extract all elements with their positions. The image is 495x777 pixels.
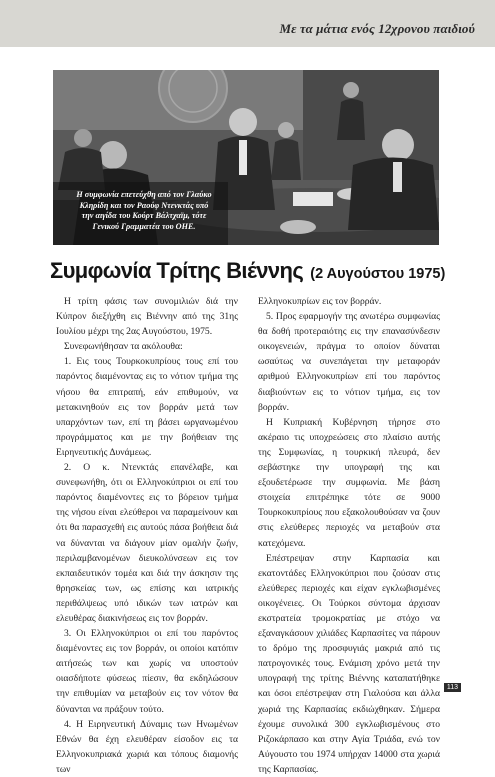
paragraph: 3. Οι Ελληνοκύπριοι οι επί του παρόντος διαμένοντες εις τον βορράν, οι οποίοι κατόπιν αιτήσεώς των και χωρίς να υποστούν οιασδήποτε φύσεως πίεσιν, θα εκδηλώσουν την επιθυμίαν να μεταβούν εις τον νότον θα δύνανται να πράξουν τούτο.: [56, 628, 238, 715]
article-title: Συμφωνία Τρίτης Βιέννης: [50, 258, 304, 283]
article-heading: [50, 258, 450, 284]
paragraph: 5. Προς εφαρμογήν της ανωτέρω συμφωνίας θα δοθή προτεραιότης εις την επανασύνδεσιν οικογενειών, πράγμα το οποίον δύναται ωσαύτως να συνεπάγεται την μεταφοράν αριθμού Ελληνοκυπρίων επί του παρόντος διαβιούντων εις το νότιον τμήμα, εις τον βορράν.: [258, 311, 440, 413]
article-date: (2 Αυγούστου 1975): [310, 266, 446, 282]
paragraph: Επέστρεψαν στην Καρπασία και εκατοντάδες Ελληνοκύπριοι που ζούσαν στις ελεύθερες περιοχές και είχαν εγκλωβισμένες οικογένειες. Οι Τούρκοι σύντομα άρχισαν εκστρατεία τρομοκρατίας με στόχο να εξαναγκάσουν χιλιάδες Καρπασίτες να πάρουν το δρόμο της προσφυγιάς μακριά από τις πατρογονικές τους. Ενάμιση χρόνο μετά την υπογραφή της τρίτης Βιέννης καταπατήθηκε και όσοι επέστρεψαν στη Γιαλούσα και άλλα χωριά της Καρπασίας εκδιώχθηκαν. Σήμερα έχουμε συνολικά 300 εγκλωβισμένους στο Ριζοκάρπασο και στην Αγία Τριάδα, ενώ τον Αύγουστο του 1974 υπήρχαν 14000 στα χωριά της Καρπασίας.: [258, 552, 440, 775]
right-column: [258, 294, 440, 777]
paragraph: Ελληνοκυπρίων εις τον βορράν.: [258, 296, 382, 307]
paragraph: Η Κυπριακή Κυβέρνηση τήρησε στο ακέραιο τις υποχρεώσεις στο πλαίσιο αυτής της Συμφωνίας, η τουρκική πλευρά, δεν σεβάστηκε την υπογραφή της και εξουδετέρωσε την συμφωνία. Με βάση στοιχεία επιτρέπηκε τότε σε 9000 Τουρκοκυπρίους που εξακολουθούσαν να ζουν στις ελεύθερες περιοχές να μεταβούν στα κατεχόμενα.: [258, 416, 440, 549]
photo-caption: Η συμφωνία επετεύχθη από τον Γλαύκο Κληρίδη και τον Ραούφ Ντενκτάς υπό την αιγίδα του Κούρτ Βάλτχαϊμ, τότε Γενικού Γραμματέα του ΟΗΕ.: [76, 190, 212, 231]
paragraph: Η τρίτη φάσις των συνομιλιών διά την Κύπρον διεξήχθη εις Βιέννην από της 31ης Ιουλίου μέχρι της 2ας Αυγούστου, 1975.: [56, 296, 238, 338]
paragraph: 2. Ο κ. Ντενκτάς επανέλαβε, και συνεφωνήθη, ότι οι Ελληνοκύπριοι οι επί του παρόντος διαμένοντες εις το βόρειον τμήμα της νήσου είναι ελεύθεροι να παραμείνουν και ότι θα παρασχεθή εις αυτούς πάσα βοήθεια διά να δύνανται να διάγουν μίαν ομαλήν ζωήν, περιλαμβανομένων διευκολύνσεων εις τον εκπαιδευτικόν τομέα και διά την άσκησιν της θρησκείας των, ως επίσης και ιατρικής περιθάλψεως υπό ιδικών των ιατρών και ελευθέρας διακινήσεως εις τον βορράν.: [56, 462, 238, 624]
left-column: [56, 294, 238, 777]
paragraph: 4. Η Ειρηνευτική Δύναμις των Ηνωμένων Εθνών θα έχη ελευθέραν είσοδον εις τα Ελληνοκυπριακά χωριά και τόπους διαμονής των: [56, 718, 238, 775]
paragraph: Συνεφωνήθησαν τα ακόλουθα:: [64, 341, 183, 353]
header-band: [0, 0, 495, 47]
running-title: Με τα μάτια ενός 12χρονου παιδιού: [279, 21, 475, 36]
page-number: 113: [444, 683, 461, 692]
paragraph: 1. Εις τους Τουρκοκυπρίους τους επί του παρόντος διαμένοντας εις το νότιον τμήμα της νήσου θα επιτραπή, εάν επιθυμούν, να μετακινηθούν εις τον βορράν μετά των υπαρχόντων των, επί τη βάσει ωργανωμένου προγράμματος και με την βοήθειαν της Ειρηνευτικής Δυνάμεως.: [56, 356, 238, 458]
